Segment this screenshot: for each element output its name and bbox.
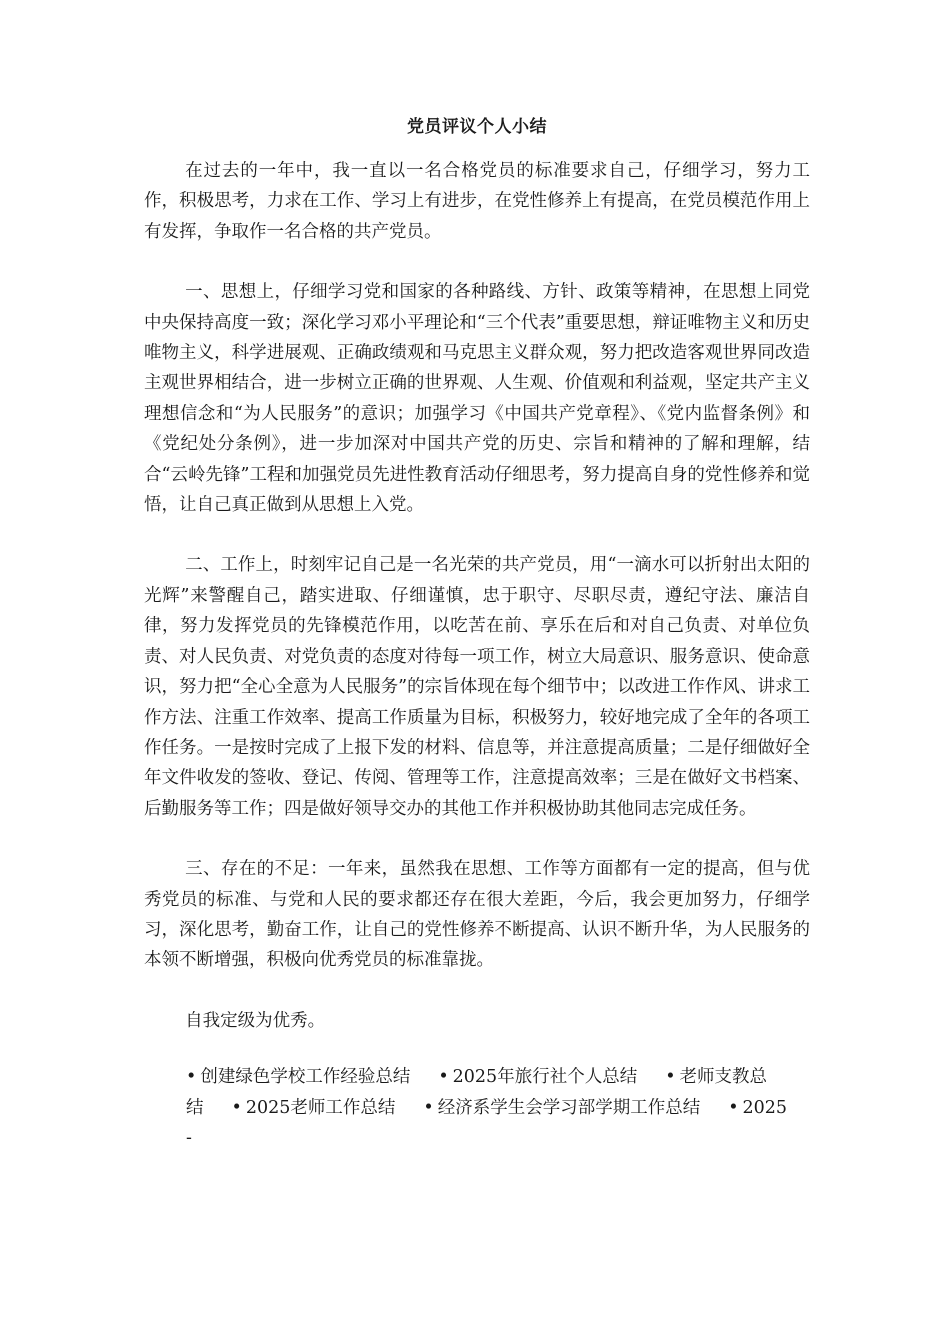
paragraph-self-rating: 自我定级为优秀。 bbox=[185, 1010, 326, 1031]
related-link-label: 老师支教总结 bbox=[186, 1067, 768, 1118]
bullet-icon: • bbox=[438, 1067, 449, 1088]
paragraph-work: 二、工作上，时刻牢记自己是一名光荣的共产党员，用“一滴水可以折射出太阳的光辉”来警醒自己，踏实进取、仔细谨慎，忠于职守、尽职尽责，遵纪守法、廉洁自律，努力发挥党员的先锋模范作用，以吃苦在前、享乐在后和对自己负责、对单位负责、对人民负责、对党负责的态度对待每一项工作，树立大局意识、服务意识、使命意识，努力把“全心全意为人民服务”的宗旨体现在每个细节中；以改进工作作风、讲求工作方法、注重工作效率、提高工作质量为目标，积极努力，较好地完成了全年的各项工作任务。一是按时完成了上报下发的材料、信息等，并注意提高质量；二是仔细做好全年文件收发的签收、登记、传阅、管理等工作，注意提高效率；三是在做好文书档案、后勤服务等工作；四是做好领导交办的其他工作并积极协助其他同志完成任务。 bbox=[144, 555, 810, 819]
related-link-teacher-work[interactable] bbox=[232, 1098, 396, 1118]
bullet-icon: • bbox=[665, 1067, 676, 1088]
bullet-icon: • bbox=[728, 1097, 739, 1118]
bullet-icon: • bbox=[423, 1097, 434, 1118]
bullet-icon: • bbox=[186, 1067, 197, 1088]
related-link-label: 经济系学生会学习部学期工作总结 bbox=[437, 1097, 701, 1118]
paragraph-shortcomings: 三、存在的不足：一年来，虽然我在思想、工作等方面都有一定的提高，但与优秀党员的标准、与党和人民的要求都还存在很大差距，今后，我会更加努力，仔细学习，深化思考，勤奋工作，让自己的党性修养不断提高、认识不断升华，为人民服务的本领不断增强，积极向优秀党员的标准靠拢。 bbox=[144, 859, 810, 971]
related-link-label: 2025- bbox=[186, 1097, 788, 1148]
related-link-student-union[interactable] bbox=[423, 1098, 700, 1118]
related-link-label: 2025老师工作总结 bbox=[245, 1097, 396, 1118]
related-link-green-school[interactable] bbox=[186, 1067, 410, 1087]
document-title: 党员评议个人小结 bbox=[407, 117, 547, 137]
related-link-travel-agency[interactable] bbox=[438, 1067, 637, 1087]
paragraph-intro: 在过去的一年中，我一直以一名合格党员的标准要求自己，仔细学习，努力工作，积极思考，力求在工作、学习上有进步，在党性修养上有提高，在党员模范作用上有发挥，争取作一名合格的共产党员。 bbox=[144, 161, 810, 242]
related-links bbox=[144, 1062, 810, 1153]
paragraph-ideology: 一、思想上，仔细学习党和国家的各种路线、方针、政策等精神，在思想上同党中央保持高度一致；深化学习邓小平理论和“三个代表”重要思想，辩证唯物主义和历史唯物主义，科学进展观、正确政绩观和马克思主义群众观，努力把改造客观世界同改造主观世界相结合，进一步树立正确的世界观、人生观、价值观和利益观，坚定共产主义理想信念和“为人民服务”的意识；加强学习《中国共产党章程》、《党内监督条例》和《党纪处分条例》，进一步加深对中国共产党的历史、宗旨和精神的了解和理解，结合“云岭先锋”工程和加强党员先进性教育活动仔细思考，努力提高自身的党性修养和觉悟，让自己真正做到从思想上入党。 bbox=[144, 282, 810, 516]
related-link-label: 创建绿色学校工作经验总结 bbox=[200, 1067, 411, 1088]
bullet-icon: • bbox=[231, 1097, 242, 1118]
related-link-label: 2025年旅行社个人总结 bbox=[452, 1067, 638, 1088]
document-page bbox=[144, 112, 810, 1153]
